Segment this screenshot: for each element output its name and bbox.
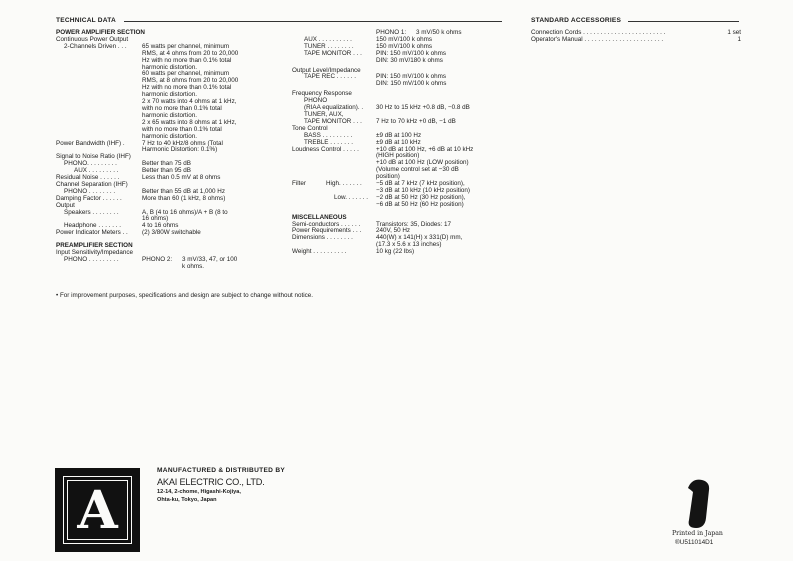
power-line: 2 x 65 watts into 8 ohms at 1 kHz, [142,118,237,126]
power-amplifier-heading: POWER AMPLIFIER SECTION [56,29,145,36]
freq-tape-label: TAPE MONITOR . . . [304,117,362,125]
loudness-line: (HIGH position) [376,152,420,160]
semis-label: Semi-conductors . . . . . . [292,220,361,228]
power-bandwidth-row [56,141,286,155]
filter-low-row [292,195,504,209]
snr-aux-label: AUX . . . . . . . . . [74,167,119,175]
power-line: RMS, at 4 ohms from 20 to 20,000 [142,49,239,57]
phono2-line: k ohms. [182,262,205,270]
power-line: with no more than 0.1% total [142,104,222,112]
tuner-value: 150 mV/100 k ohms [376,42,433,50]
accessory-label: Connection Cords . . . . . . . . . . . . . . . . . . . . . . . . [531,29,666,36]
tuner-label: TUNER . . . . . . . . [304,42,354,50]
headphone-value: 4 to 16 ohms [142,222,179,230]
damping-row [56,196,286,203]
dimensions-value [376,235,462,249]
power-output-lines [142,44,282,141]
filter-low-value [376,195,465,209]
filter-high-line: −5 dB at 7 kHz (7 kHz position), [376,180,465,188]
power-meters-row [56,230,286,237]
left-column [56,30,286,271]
freq-riaa-label: (RIAA equalization). . [304,104,364,112]
middle-column [292,30,504,256]
power-line: 2 x 70 watts into 4 ohms at 1 kHz, [142,98,237,106]
freq-phono-label: PHONO [304,97,328,105]
manufacturer-block [157,467,285,505]
tape-monitor-pin: PIN: 150 mV/100 k ohms [376,49,446,57]
power-meters-label: Power Indicator Meters . . [56,229,128,237]
tape-rec-value [376,74,446,88]
power-line: Hz with no more than 0.1% total [142,84,232,92]
speakers-row [56,210,286,224]
accessory-qty: 1 [737,35,741,43]
freq-tape-value: 7 Hz to 70 kHz +0 dB, −1 dB [376,117,456,125]
manufactured-by: MANUFACTURED & DISTRIBUTED BY [157,467,286,474]
speakers-line: 16 ohms) [142,215,169,223]
continuous-power-label: Continuous Power Output [56,35,129,43]
power-line: harmonic distortion. [142,111,197,119]
accessories-rule [628,21,739,22]
loudness-row [292,147,504,182]
power-line: RMS, at 8 ohms from 20 to 20,000 [142,77,239,85]
dimensions-line: (17.3 x 5.6 x 13 inches) [376,241,442,249]
improvement-note: • For improvement purposes, specifications and design are subject to change without notice. [56,292,314,299]
loudness-line: +10 dB at 100 Hz (LOW position) [376,159,469,167]
residual-noise-value: Less than 0.5 mV at 8 ohms [142,174,221,182]
snr-phono-value: Better than 75 dB [142,160,192,168]
technical-data-heading: TECHNICAL DATA [56,17,116,24]
speakers-line: A, B (4 to 16 ohms)/A + B (8 to [142,208,228,216]
treble-label: TREBLE . . . . . . . [304,138,353,146]
accessories-list [531,30,741,44]
power-bandwidth-value [142,141,282,155]
dimensions-row [292,235,504,249]
company-name: AKAI ELECTRIC CO., LTD. [157,476,265,487]
power-line: 65 watts per channel, minimum [142,42,230,50]
tape-monitor-din: DIN: 30 mV/180 k ohms [376,56,443,64]
output-level-label: Output Level/Impedance [292,66,361,74]
power-line: 60 watts per channel, minimum [142,70,230,78]
heading-rule [124,21,502,22]
weight-label: Weight . . . . . . . . . . [292,248,347,256]
tape-monitor-row [292,51,504,65]
aux-label: AUX . . . . . . . . . . [304,35,352,43]
loudness-value [376,147,473,182]
filter-high-row [292,181,504,195]
loudness-label: Loudness Control . . . . . [292,145,359,153]
semis-value: Transistors: 35, Diodes: 17 [376,220,452,228]
weight-row [292,249,504,256]
bass-label: BASS . . . . . . . . . [304,131,353,139]
filter-low-line: −6 dB at 50 Hz (60 Hz position) [376,200,464,208]
phono2-value [182,257,262,271]
bass-value: ±9 dB at 100 Hz [376,131,422,139]
tape-monitor-label: TAPE MONITOR . . . [304,49,362,57]
output-label: Output [56,201,75,209]
headphone-label: Headphone . . . . . . . [64,222,122,230]
akai-logo [55,468,140,552]
filter-high-line: −3 dB at 10 kHz (10 kHz position) [376,186,470,194]
preamplifier-heading: PREAMPLIFIER SECTION [56,242,133,250]
snr-label: Signal to Noise Ratio (IHF) [56,153,131,161]
power-line: harmonic distortion. [142,63,197,71]
phono2-row [56,257,286,271]
power-line: harmonic distortion. [142,91,197,99]
phono1-label: PHONO 1: [376,29,407,36]
accessory-label: Operator's Manual . . . . . . . . . . . . . . . . . . . . . . . [531,35,664,43]
power-line: harmonic distortion. [142,132,197,140]
tone-control-label: Tone Control [292,124,328,132]
speakers-label: Speakers . . . . . . . . [64,208,119,216]
loudness-line: position) [376,173,400,181]
channel-sep-phono-value: Better than 55 dB at 1,000 Hz [142,187,225,195]
page-mark-icon [684,478,712,530]
freq-tuner-aux-label: TUNER, AUX, [304,110,344,118]
accessory-item [531,37,741,44]
filter-label: Filter [292,180,306,188]
power-req-value: 240V, 50 Hz [376,227,411,235]
residual-noise-label: Residual Noise . . . . . . [56,174,120,182]
speakers-value [142,210,282,224]
input-sensitivity-label: Input Sensitivity/Impedance [56,249,134,257]
bandwidth-line: Harmonic Distortion: 0.1%) [142,146,218,154]
tape-rec-din: DIN: 150 mV/100 k ohms [376,80,447,88]
power-meters-value: (2) 3/80W switchable [142,229,201,237]
phono1-value: 3 mV/50 k ohms [416,29,462,36]
filter-high-value [376,181,470,195]
filter-high-label: High. . . . . . . [326,180,362,188]
channel-sep-phono-label: PHONO . . . . . . . . [64,187,116,195]
channels-driven-row [56,44,286,141]
logo-letter-icon: A [77,479,118,541]
power-line: Hz with no more than 0.1% total [142,56,232,64]
channels-driven-label: 2-Channels Driven . . . [64,42,127,50]
freq-riaa-value: 30 Hz to 15 kHz +0.8 dB, −0.8 dB [376,104,470,112]
channel-separation-label: Channel Separation (IHF) [56,180,128,188]
tape-rec-row [292,74,504,88]
aux-value: 150 mV/100 k ohms [376,35,433,43]
catalog-code: ®U511014D1 [675,539,714,546]
power-line: with no more than 0.1% total [142,125,222,133]
miscellaneous-heading: MISCELLANEOUS [292,213,347,221]
bandwidth-line: 7 Hz to 40 kHz/8 ohms (Total [142,139,223,147]
damping-value: More than 60 (1 kHz, 8 ohms) [142,194,226,202]
power-bandwidth-label: Power Bandwidth (IHF) . [56,139,125,147]
address-line-2: Ohta-ku, Tokyo, Japan [157,497,217,503]
treble-value: ±9 dB at 10 kHz [376,138,421,146]
damping-label: Damping Factor . . . . . . [56,194,122,202]
phono-label: PHONO . . . . . . . . . [64,256,119,263]
tape-rec-label: TAPE REC . . . . . . [304,73,357,81]
dimensions-label: Dimensions . . . . . . . . [292,234,353,242]
snr-phono-label: PHONO. . . . . . . . . [64,160,117,168]
accessory-qty: 1 set [727,29,741,36]
address-line-1: 12-14, 2-chome, Higashi-Kojiya, [157,488,241,495]
phono2-label: PHONO 2: [142,256,173,263]
weight-value: 10 kg (22 lbs) [376,248,415,256]
standard-accessories-heading: STANDARD ACCESSORIES [531,17,622,24]
snr-aux-value: Better than 95 dB [142,167,192,175]
tape-monitor-value [376,51,446,65]
filter-low-label: Low. . . . . . . [334,193,368,201]
frequency-response-label: Frequency Response [292,90,352,98]
dimensions-line: 440(W) x 141(H) x 331(D) mm, [376,234,463,242]
loudness-line: +10 dB at 100 Hz, +6 dB at 10 kHz [376,145,474,153]
loudness-line: (Volume control set at −30 dB [376,166,459,174]
printed-in-japan: Printed in Japan [672,530,723,537]
filter-low-line: −2 dB at 50 Hz (30 Hz position), [376,193,466,201]
tape-rec-pin: PIN: 150 mV/100 k ohms [376,73,446,81]
phono2-line: 3 mV/33, 47, or 100 [182,256,238,263]
power-req-label: Power Requirements . . . [292,227,362,235]
